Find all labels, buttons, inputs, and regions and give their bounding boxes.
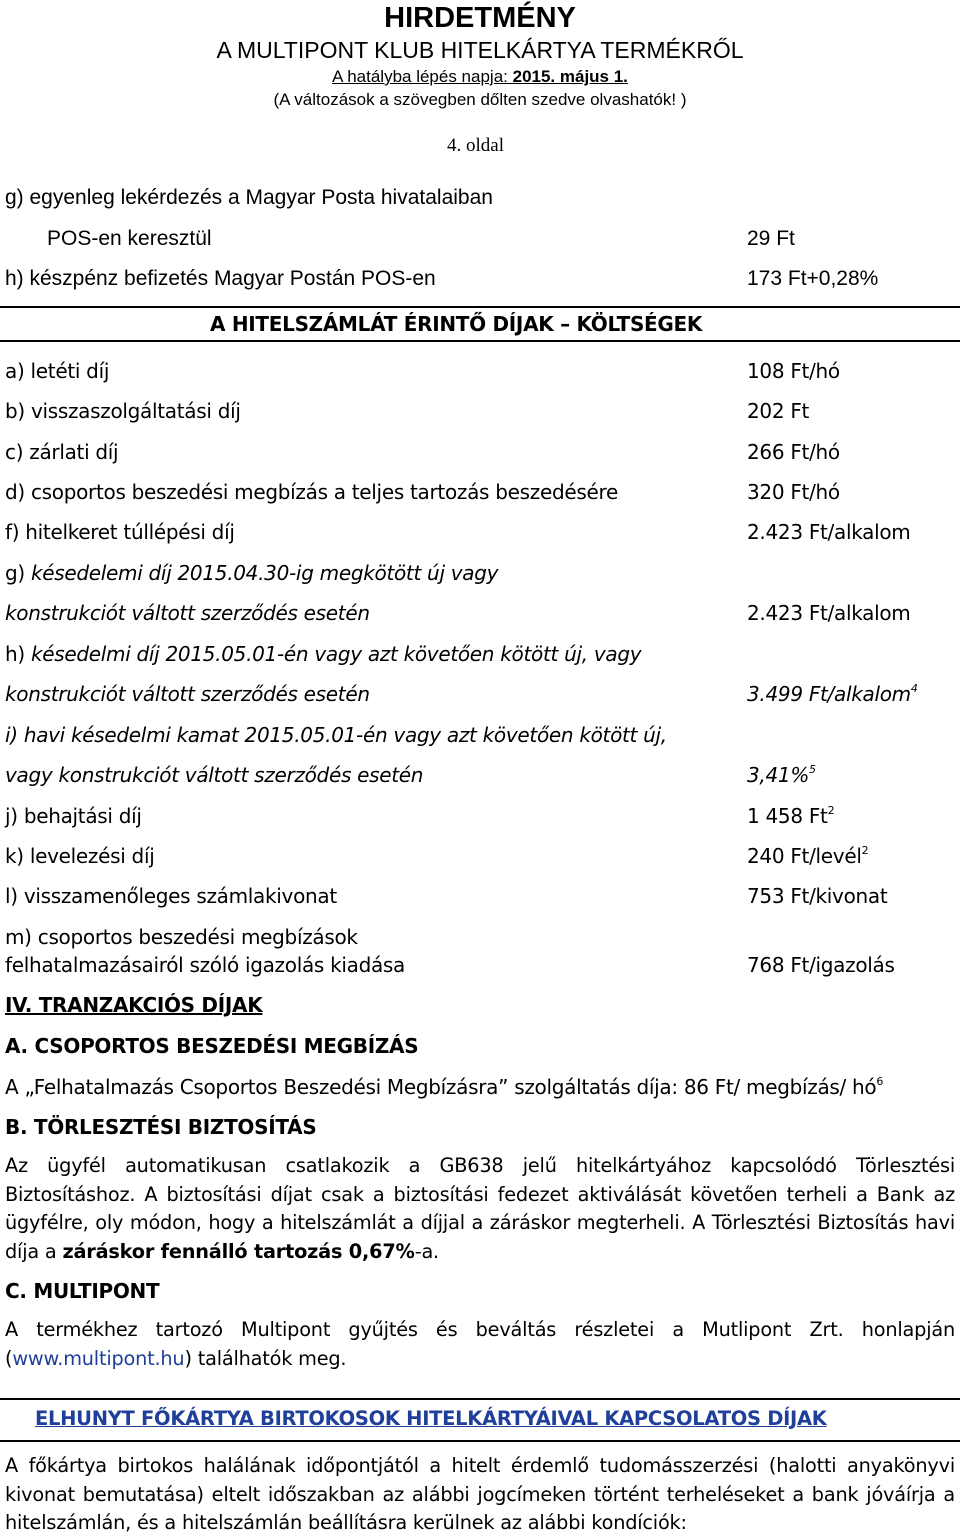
footnote-4: 4: [910, 682, 918, 695]
mailing-fee-amount: 240 Ft/levél: [747, 844, 862, 868]
mailing-fee-label: k) levelezési díj: [5, 844, 155, 868]
collection-fee-label: j) behajtási díj: [5, 804, 142, 828]
late-fee-h-prefix: h): [5, 642, 31, 666]
account-fees-heading: A HITELSZÁMLÁT ÉRINTŐ DÍJAK – KÖLTSÉGEK: [210, 312, 703, 336]
direct-debit-fee: A „Felhatalmazás Csoportos Beszedési Megbízásra” szolgáltatás díja: 86 Ft/ megbízás/ hó: [5, 1075, 877, 1099]
fee-row-label: a) letéti díj: [5, 359, 110, 383]
fee-row-value: 2.423 Ft/alkalom: [747, 520, 911, 544]
effective-date: 2015. május 1.: [512, 67, 628, 86]
fee-row-value: 202 Ft: [747, 399, 810, 423]
late-interest-i-line1: i) havi késedelmi kamat 2015.05.01-én vagy azt követően kötött új,: [5, 723, 667, 747]
mailing-fee-value: [747, 844, 868, 868]
deceased-heading: ELHUNYT FŐKÁRTYA BIRTOKOSOK HITELKÁRTYÁIVAL KAPCSOLATOS DÍJAK: [35, 1407, 827, 1430]
late-fee-g-text: késedelemi díj 2015.04.30-ig megkötött új vagy: [30, 561, 499, 585]
insurance-paragraph: [5, 1152, 955, 1266]
collection-fee-value: [747, 804, 834, 828]
late-interest-i-value: [747, 763, 816, 787]
late-fee-h-text: késedelmi díj 2015.05.01-én vagy azt követően kötött új, vagy: [30, 642, 642, 666]
multipont-text: A termékhez tartozó Multipont gyűjtés és beváltás részletei a Mutlipont Zrt. honlapján (: [5, 1318, 955, 1370]
effective-date-label: A hatályba lépés napja:: [332, 67, 513, 86]
multipont-link[interactable]: www.multipont.hu: [12, 1346, 185, 1370]
late-fee-h-amount: 3.499 Ft/alkalom: [747, 682, 911, 706]
direct-debit-heading: A. CSOPORTOS BESZEDÉSI MEGBÍZÁS: [5, 1034, 419, 1058]
insurance-text: Az ügyfél automatikusan csatlakozik a GB638 jelű hitelkártyához kapcsolódó Törlesztési Biztosításhoz. A biztosítási díjat csak a biztosítási fedezet aktiválását követően terheli a Bank az ügyfélre, oly módon, hogy a hitelszámlát a díjjal a záráskor megterheli. A Törlesztési Biztosítás havi díja a: [5, 1154, 955, 1263]
transaction-fees-heading: IV. TRANZAKCIÓS DÍJAK: [5, 993, 263, 1017]
late-fee-g-line2: konstrukciót váltott szerződés esetén: [5, 601, 370, 625]
late-interest-i-line2: vagy konstrukciót váltott szerződés esetén: [5, 763, 424, 787]
footnote-5: 5: [809, 763, 816, 776]
deceased-divider-bottom: [0, 1440, 960, 1442]
section-divider-top: [0, 306, 960, 308]
late-fee-g-line1: [5, 561, 498, 585]
late-fee-g-prefix: g): [5, 561, 31, 585]
cash-deposit-label: h) készpénz befizetés Magyar Postán POS-en: [5, 267, 436, 290]
late-fee-g-value: 2.423 Ft/alkalom: [747, 601, 911, 625]
late-fee-h-line2: konstrukciót váltott szerződés esetén: [5, 682, 370, 706]
fee-row-value: 266 Ft/hó: [747, 440, 840, 464]
multipont-text-end: ) találhatók meg.: [184, 1346, 347, 1370]
late-fee-h-value: [747, 682, 918, 706]
footnote-6: 6: [876, 1075, 884, 1088]
fee-row-value: 108 Ft/hó: [747, 359, 840, 383]
collection-fee-amount: 1 458 Ft: [747, 804, 828, 828]
insurance-fee-bold: záráskor fennálló tartozás 0,67%: [62, 1239, 415, 1263]
late-fee-h-line1: [5, 642, 641, 666]
late-interest-amount: 3,41%: [747, 763, 810, 787]
footnote-2: 2: [827, 804, 835, 817]
deceased-divider-top: [0, 1398, 960, 1400]
deceased-paragraph: A főkártya birtokos halálának időpontjától a hitelt érdemlő tudomásszerzési (halotti anyakönyvi kivonat bemutatása) eltelt időszakban az alábbi jogcímeken történt terheléseket a bank jóváírja a hitelszámlán, és a hitelszámlán beállításra kerülnek az alábbi kondíciók:: [5, 1454, 955, 1535]
statement-fee-value: 753 Ft/kivonat: [747, 884, 888, 908]
fee-row-value: 320 Ft/hó: [747, 480, 840, 504]
certificate-fee-value: 768 Ft/igazolás: [747, 953, 895, 977]
multipont-heading: C. MULTIPONT: [5, 1279, 160, 1303]
document-title: HIRDETMÉNY: [384, 2, 576, 34]
page-number: 4. oldal: [447, 135, 504, 156]
certificate-fee-line2: felhatalmazásairól szóló igazolás kiadása: [5, 953, 406, 977]
footnote-2: 2: [861, 844, 869, 857]
pos-fee-label-2: POS-en keresztül: [47, 227, 212, 250]
fee-row-label: d) csoportos beszedési megbízás a teljes tartozás beszedésére: [5, 480, 618, 504]
cash-deposit-value: 173 Ft+0,28%: [747, 267, 879, 290]
direct-debit-text: [5, 1075, 883, 1099]
pos-fee-value: 29 Ft: [747, 227, 795, 250]
fee-row-label: b) visszaszolgáltatási díj: [5, 399, 241, 423]
insurance-heading: B. TÖRLESZTÉSI BIZTOSÍTÁS: [5, 1115, 317, 1139]
effective-date-line: [0, 67, 960, 87]
changes-note: (A változások a szövegben dőlten szedve olvashatók! ): [273, 90, 687, 109]
fee-row-label: c) zárlati díj: [5, 440, 119, 464]
fee-row-label: f) hitelkeret túllépési díj: [5, 520, 235, 544]
certificate-fee-line1: m) csoportos beszedési megbízások: [5, 925, 358, 949]
statement-fee-label: l) visszamenőleges számlakivonat: [5, 884, 337, 908]
multipont-paragraph: [5, 1316, 955, 1373]
section-divider-bottom: [0, 340, 960, 342]
document-subtitle: A MULTIPONT KLUB HITELKÁRTYA TERMÉKRŐL: [216, 37, 744, 63]
insurance-text-end: -a.: [414, 1239, 439, 1263]
pos-fee-label: g) egyenleg lekérdezés a Magyar Posta hivatalaiban: [5, 186, 493, 209]
